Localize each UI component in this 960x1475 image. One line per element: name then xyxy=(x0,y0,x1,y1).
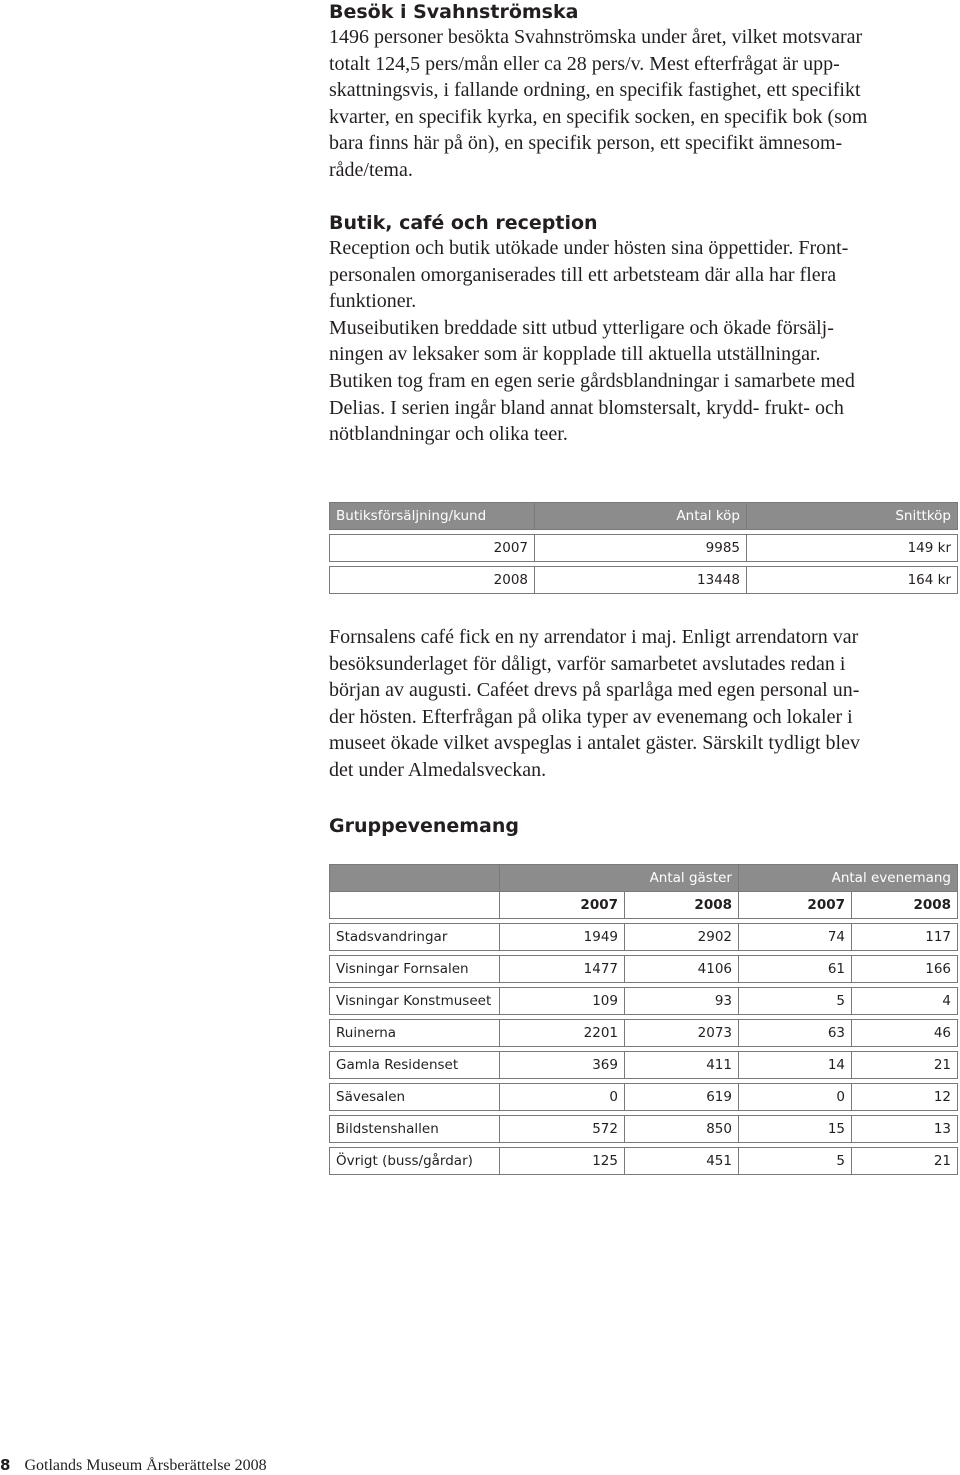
table-cell: 63 xyxy=(739,1020,852,1047)
table-cell: 61 xyxy=(739,956,852,983)
table-cell: 13448 xyxy=(535,567,747,594)
page-footer xyxy=(0,1456,267,1475)
table-cell: Gamla Residenset xyxy=(330,1052,500,1079)
table-row xyxy=(330,1148,958,1175)
table-cell: 164 kr xyxy=(747,567,958,594)
table-cell: 2201 xyxy=(500,1020,625,1047)
text-line: Butiken tog fram en egen serie gårdsblandningar i samarbete med xyxy=(329,369,855,392)
text-line: råde/tema. xyxy=(329,158,413,181)
table-cell: 619 xyxy=(625,1084,739,1111)
column-header: Butiksförsäljning/kund xyxy=(330,503,535,530)
column-header: Antal köp xyxy=(535,503,747,530)
table-cell: 21 xyxy=(852,1052,958,1079)
text-line: 1496 personer besökta Svahnströmska under året, vilket motsvarar xyxy=(329,26,863,48)
column-header: 2007 xyxy=(739,892,852,919)
table-cell: 149 kr xyxy=(747,535,958,562)
text-line: totalt 124,5 pers/mån eller ca 28 pers/v. Mest efterfrågat är upp- xyxy=(329,52,840,75)
table-header-row xyxy=(330,503,958,530)
table-cell: 369 xyxy=(500,1052,625,1079)
table-cell: Ruinerna xyxy=(330,1020,500,1047)
section-heading: Besök i Svahnströmska xyxy=(329,1,579,23)
table-cell: Visningar Fornsalen xyxy=(330,956,500,983)
text-line: nötblandningar och olika teer. xyxy=(329,423,568,446)
table-cell: 2008 xyxy=(330,567,535,594)
text-line: kvarter, en specifik kyrka, en specifik socken, en specifik bok (som xyxy=(329,105,868,128)
table-cell: 166 xyxy=(852,956,958,983)
column-header: Antal gäster xyxy=(500,865,739,892)
section-heading: Gruppevenemang xyxy=(329,815,520,837)
section-svahnstromska xyxy=(329,0,957,184)
table-cell: 21 xyxy=(852,1148,958,1175)
table-cell: 451 xyxy=(625,1148,739,1175)
table-cell: 74 xyxy=(739,924,852,951)
table-row xyxy=(330,988,958,1015)
body-text xyxy=(329,235,957,448)
table-cell: 572 xyxy=(500,1116,625,1143)
table-cell: 1949 xyxy=(500,924,625,951)
table-cell: 15 xyxy=(739,1116,852,1143)
section-heading: Butik, café och reception xyxy=(329,212,598,234)
text-line: skattningsvis, i fallande ordning, en specifik fastighet, ett specifikt xyxy=(329,79,861,102)
table-cell: 2902 xyxy=(625,924,739,951)
text-line: museet ökade vilket avspeglas i antalet gäster. Särskilt tydligt blev xyxy=(329,732,860,755)
column-header: 2008 xyxy=(852,892,958,919)
table-cell: 5 xyxy=(739,1148,852,1175)
text-line: funktioner. xyxy=(329,290,417,313)
table-cell: 12 xyxy=(852,1084,958,1111)
table-cell: 9985 xyxy=(535,535,747,562)
table-row xyxy=(330,1116,958,1143)
text-line: Fornsalens café fick en ny arrendator i maj. Enligt arrendatorn var xyxy=(329,626,859,648)
text-line: Reception och butik utökade under hösten sina öppettider. Front- xyxy=(329,237,849,259)
table-row xyxy=(330,1052,958,1079)
table-cell: Stadsvandringar xyxy=(330,924,500,951)
table-row xyxy=(330,924,958,951)
column-header: 2007 xyxy=(500,892,625,919)
publication-title: Gotlands Museum Årsberättelse 2008 xyxy=(24,1457,267,1474)
table-row xyxy=(330,535,958,562)
table-cell: 2073 xyxy=(625,1020,739,1047)
table-cell: 117 xyxy=(852,924,958,951)
table-row xyxy=(330,956,958,983)
column-header: 2008 xyxy=(625,892,739,919)
body-text xyxy=(329,24,957,184)
text-line: början av augusti. Caféet drevs på sparlåga med egen personal un- xyxy=(329,679,860,702)
table-cell: 2007 xyxy=(330,535,535,562)
column-header: Antal evenemang xyxy=(739,865,958,892)
body-text xyxy=(329,624,957,784)
table-year-row xyxy=(330,892,958,919)
section-cafe xyxy=(329,624,957,784)
table-cell: 93 xyxy=(625,988,739,1015)
column-header xyxy=(330,865,500,892)
table-cell: 14 xyxy=(739,1052,852,1079)
text-line: det under Almedalsveckan. xyxy=(329,758,547,781)
table-row xyxy=(330,1020,958,1047)
text-line: Museibutiken breddade sitt utbud ytterligare och ökade försälj- xyxy=(329,316,834,339)
table-row xyxy=(330,1084,958,1111)
table-cell: 13 xyxy=(852,1116,958,1143)
table-cell: 411 xyxy=(625,1052,739,1079)
text-line: personalen omorganiserades till ett arbetsteam där alla har flera xyxy=(329,263,837,286)
table-cell: 5 xyxy=(739,988,852,1015)
table-cell: 0 xyxy=(500,1084,625,1111)
table-cell: Bildstenshallen xyxy=(330,1116,500,1143)
text-line: Delias. I serien ingår bland annat blomstersalt, krydd- frukt- och xyxy=(329,396,844,419)
table-cell: 0 xyxy=(739,1084,852,1111)
page-number: 8 xyxy=(0,1456,11,1474)
butik-sales-table xyxy=(329,502,958,594)
section-butik xyxy=(329,211,957,448)
table-cell: 4 xyxy=(852,988,958,1015)
text-line: bara finns här på ön), en specifik person, ett specifikt ämnesom- xyxy=(329,132,843,155)
table-header-row xyxy=(330,865,958,892)
table-cell: 46 xyxy=(852,1020,958,1047)
table-row xyxy=(330,567,958,594)
table-cell: 1477 xyxy=(500,956,625,983)
table-cell: 4106 xyxy=(625,956,739,983)
table-cell: Sävesalen xyxy=(330,1084,500,1111)
column-header: Snittköp xyxy=(747,503,958,530)
text-line: der hösten. Efterfrågan på olika typer av evenemang och lokaler i xyxy=(329,705,853,728)
table-cell: Visningar Konstmuseet xyxy=(330,988,500,1015)
table-cell: 850 xyxy=(625,1116,739,1143)
text-line: ningen av leksaker som är kopplade till aktuella utställningar. xyxy=(329,343,821,366)
table-cell: 125 xyxy=(500,1148,625,1175)
table-cell: 109 xyxy=(500,988,625,1015)
gruppevenemang-table xyxy=(329,864,958,1175)
table-cell: Övrigt (buss/gårdar) xyxy=(330,1148,500,1175)
column-header xyxy=(330,892,500,919)
section-gruppevenemang xyxy=(329,814,957,838)
text-line: besöksunderlaget för dåligt, varför samarbetet avslutades redan i xyxy=(329,652,846,675)
